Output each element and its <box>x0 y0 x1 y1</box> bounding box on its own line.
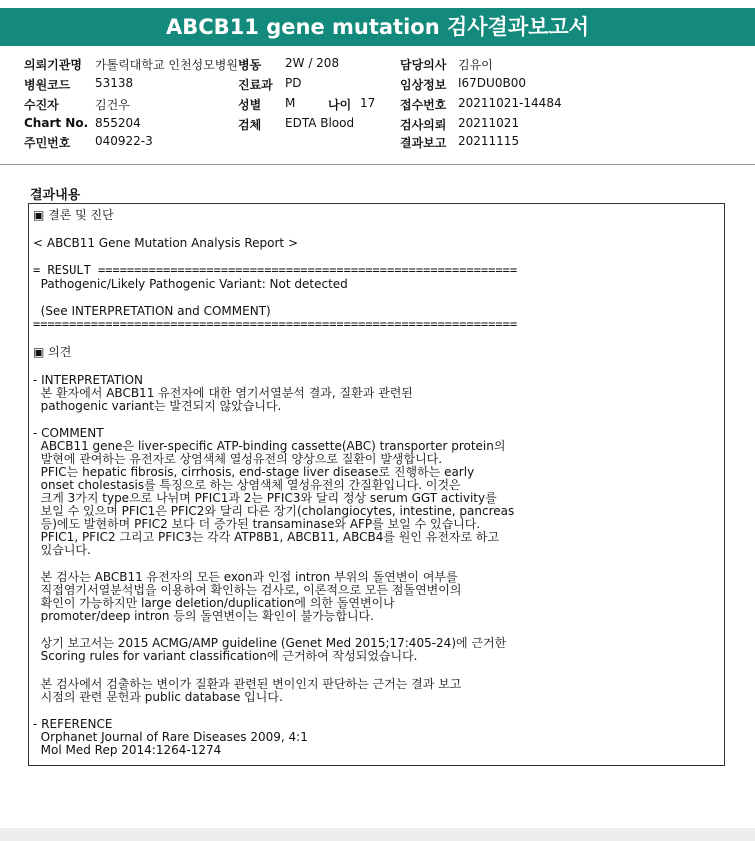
ward-label: 병동 <box>238 58 262 72</box>
report-line: 본 환자에서 ABCB11 유전자에 대한 염기서열분석 결과, 질환과 관련된 <box>33 386 413 400</box>
report-line: PFIC는 hepatic fibrosis, cirrhosis, end-stage liver disease로 진행하는 early <box>33 465 475 479</box>
dept-label: 진료과 <box>238 78 273 92</box>
report-line: 보일 수 있으며 PFIC1은 PFIC2와 달리 다른 장기(cholangiocytes, intestine, pancreas <box>33 504 515 518</box>
chart-value: 855204 <box>95 116 141 130</box>
report-line: 본 검사에서 검출하는 변이가 질환과 관련된 변이인지 판단하는 근거는 결과 보고 <box>33 677 462 691</box>
specimen-value: EDTA Blood <box>285 116 355 130</box>
report-line: - REFERENCE <box>33 717 113 731</box>
dept-value: PD <box>285 76 302 90</box>
report-line: Scoring rules for variant classification에 근거하여 작성되었습니다. <box>33 649 418 663</box>
report-line: promoter/deep intron 등의 돌연변이는 확인이 불가능합니다. <box>33 609 374 623</box>
report-line: < ABCB11 Gene Mutation Analysis Report > <box>33 236 299 250</box>
report-line: - COMMENT <box>33 426 104 440</box>
age-value: 17 <box>360 96 376 110</box>
request-value: 20211021 <box>458 116 520 130</box>
patient-label: 수진자 <box>24 98 59 112</box>
report-line: 시점의 관련 문헌과 public database 입니다. <box>33 690 283 704</box>
id-value: 040922-3 <box>95 134 153 148</box>
report-title: ABCB11 gene mutation 검사결과보고서 <box>0 8 755 46</box>
report-line: 본 검사는 ABCB11 유전자의 모든 exon과 인접 intron 부위의 돌연변이 여부를 <box>33 570 458 584</box>
page-footer-band <box>0 828 755 841</box>
clinical-label: 임상정보 <box>400 78 447 92</box>
report-line: 있습니다. <box>33 543 91 557</box>
report-value: 20211115 <box>458 134 520 148</box>
doctor-value: 김유이 <box>458 58 493 72</box>
ward-value: 2W / 208 <box>285 56 340 70</box>
report-line: (See INTERPRETATION and COMMENT) <box>33 304 271 318</box>
receipt-value: 20211021-14484 <box>458 96 562 110</box>
report-line: ▣ 결론 및 진단 <box>33 208 114 222</box>
report-line: Pathogenic/Likely Pathogenic Variant: Not detected <box>33 277 348 291</box>
report-line: ABCB11 gene은 liver-specific ATP-binding cassette(ABC) transporter protein의 <box>33 439 506 453</box>
report-line: ▣ 의견 <box>33 345 72 359</box>
hospital-value: 가톨릭대학교 인천성모병원 <box>95 58 238 72</box>
report-line: =================================================================== <box>33 317 518 331</box>
report-line: 등)에도 발현하며 PFIC2 보다 더 증가된 transaminase와 AFP를 보일 수 있습니다. <box>33 517 481 531</box>
report-line: Mol Med Rep 2014:1264-1274 <box>33 743 222 757</box>
clinical-value: I67DU0B00 <box>458 76 526 90</box>
report-line: Orphanet Journal of Rare Diseases 2009, 4:1 <box>33 730 308 744</box>
report-label: 결과보고 <box>400 136 447 150</box>
report-line: onset cholestasis를 특징으로 하는 상염색체 열성유전의 간질환입니다. 이것은 <box>33 478 461 492</box>
age-label: 나이 <box>328 98 352 112</box>
request-label: 검사의뢰 <box>400 118 447 132</box>
receipt-label: 접수번호 <box>400 98 447 112</box>
doctor-label: 담당의사 <box>400 58 447 72</box>
code-value: 53138 <box>95 76 134 90</box>
report-line: = RESULT ========================================================== <box>33 263 518 277</box>
report-line: 확인이 가능하지만 large deletion/duplication에 의한 돌연변이나 <box>33 596 395 610</box>
patient-value: 김건우 <box>95 98 130 112</box>
specimen-label: 검체 <box>238 118 262 132</box>
chart-label: Chart No. <box>24 116 89 130</box>
report-line: 직접염기서열분석법을 이용하여 확인하는 검사로, 이론적으로 모든 점돌연변이의 <box>33 583 462 597</box>
hospital-label: 의뢰기관명 <box>24 58 82 72</box>
sex-value: M <box>285 96 296 110</box>
sex-label: 성별 <box>238 98 262 112</box>
code-label: 병원코드 <box>24 78 71 92</box>
report-line: PFIC1, PFIC2 그리고 PFIC3는 각각 ATP8B1, ABCB11, ABCB4를 원인 유전자로 하고 <box>33 530 500 544</box>
report-line: - INTERPRETATION <box>33 373 144 387</box>
report-line: 발현에 관여하는 유전자로 상염색체 열성유전의 양상으로 질환이 발생합니다. <box>33 452 443 466</box>
id-label: 주민번호 <box>24 136 71 150</box>
section-title: 결과내용 <box>30 188 81 203</box>
report-line: 상기 보고서는 2015 ACMG/AMP guideline (Genet Med 2015;17:405-24)에 근거한 <box>33 636 507 650</box>
divider <box>0 164 755 165</box>
result-box <box>28 203 725 766</box>
report-line: pathogenic variant는 발견되지 않았습니다. <box>33 399 282 413</box>
report-line: 크게 3가지 type으로 나뉘며 PFIC1과 2는 PFIC3와 달리 정상 serum GGT activity를 <box>33 491 497 505</box>
